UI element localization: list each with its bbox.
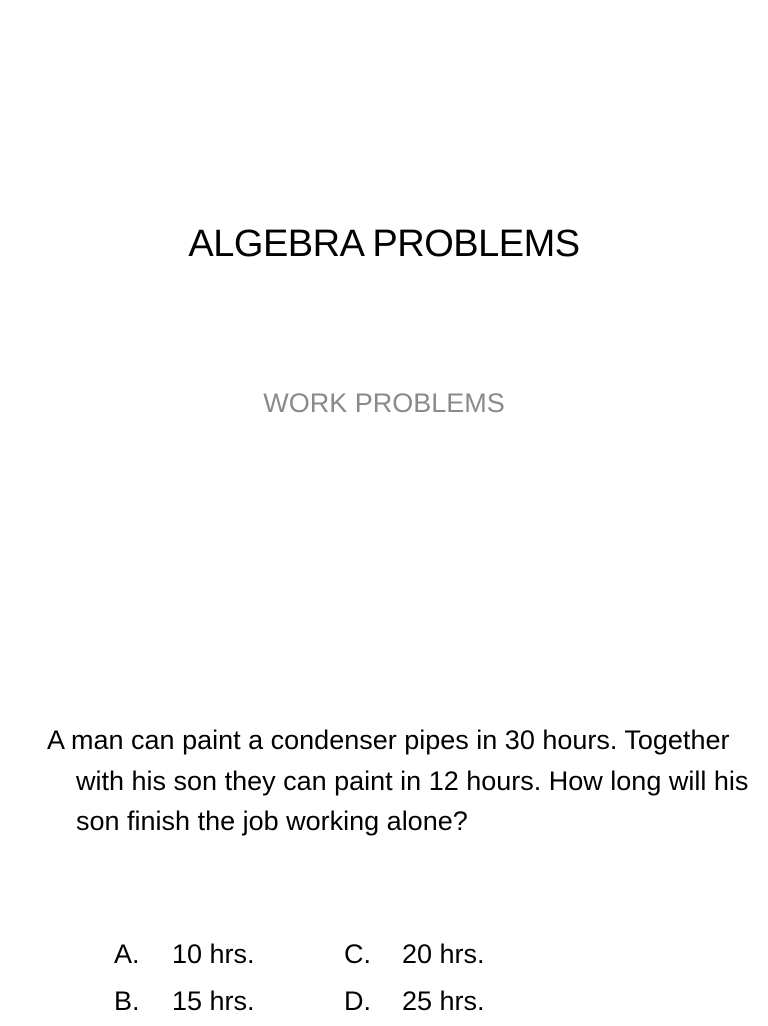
question-slide [0,512,768,1024]
option-text: 10 hrs. [172,939,255,969]
option-text: 20 hrs. [402,939,485,969]
option-letter: C. [344,939,371,969]
option-d [344,983,485,1019]
slide-subtitle: WORK PROBLEMS [263,388,505,418]
option-letter: A. [114,939,140,969]
answer-options [114,936,634,1026]
option-c [344,936,485,972]
option-a [114,936,255,972]
option-letter: B. [114,986,140,1016]
option-letter: D. [344,986,371,1016]
title-slide [0,0,768,512]
slide-title: ALGEBRA PROBLEMS [188,223,580,265]
option-b [114,983,255,1019]
question-text: A man can paint a condenser pipes in 30 hours. Together with his son they can paint in 12 hours. How long will his son finish the job working alone? [47,725,749,836]
option-text: 15 hrs. [172,986,255,1016]
option-text: 25 hrs. [402,986,485,1016]
